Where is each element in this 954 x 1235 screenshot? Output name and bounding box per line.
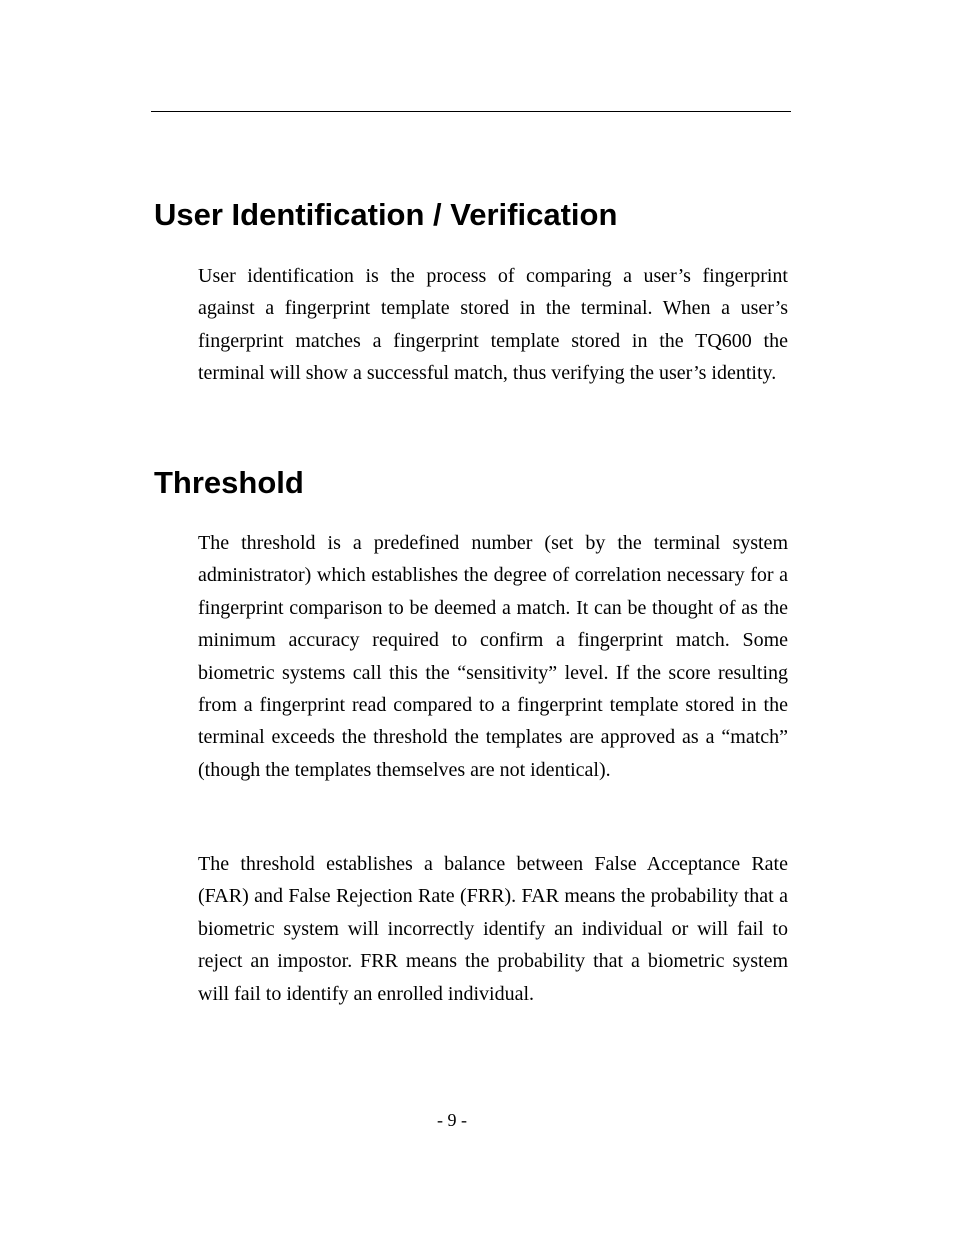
header-rule xyxy=(151,111,791,112)
paragraph-threshold-far-frr: The threshold establishes a balance between False Acceptance Rate (FAR) and False Rejection Rate (FRR). FAR means the probability that a biometric system will incorrectly identify an individual or will fail to reject an impostor. FRR means the probability that a biometric system will fail to identify an enrolled individual. xyxy=(198,853,788,1005)
page-number: - 9 - xyxy=(437,1110,467,1130)
section-heading-threshold: Threshold xyxy=(154,465,304,500)
paragraph-threshold-definition: The threshold is a predefined number (set by the terminal system administrator) which establishes the degree of correlation necessary for a fingerprint comparison to be deemed a match. It can be thought of as the minimum accuracy required to confirm a fingerprint match. Some biometric systems call this the “sensitivity” level. If the score resulting from a fingerprint read compared to a fingerprint template stored in the terminal exceeds the threshold the templates are approved as a “match” (though the templates themselves are not identical). xyxy=(198,532,788,781)
paragraph-user-identification: User identification is the process of comparing a user’s fingerprint against a fingerprint template stored in the terminal. When a user’s fingerprint matches a fingerprint template stored in the TQ600 the terminal will show a successful match, thus verifying the user’s identity. xyxy=(198,265,788,385)
section-heading-user-identification: User Identification / Verification xyxy=(154,197,618,232)
